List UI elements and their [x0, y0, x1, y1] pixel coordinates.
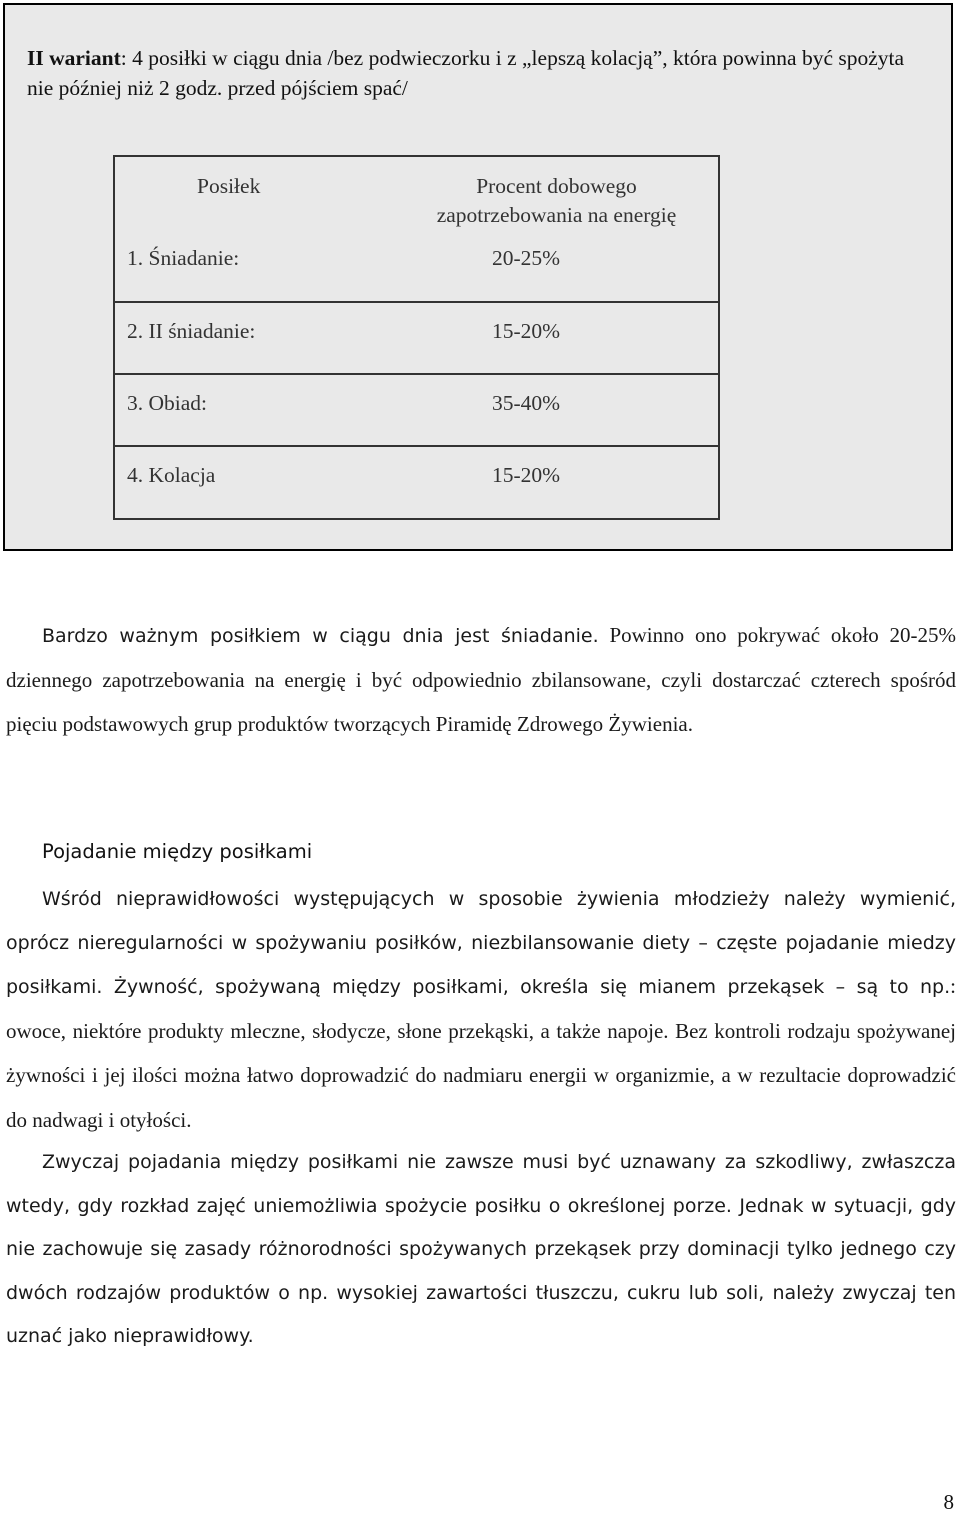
habit-paragraph [6, 1141, 956, 1359]
meal-name: 2. II śniadanie: [127, 319, 256, 343]
snacking-text-b: : owoce, niektóre produkty mleczne, słodycze, słone przekąski, a także napoje. Bez kontroli rodzaju spożywanej żywności i jej ilości można łatwo doprowadzić do nadmiaru energii w organizmie, a w rezultacie doprowadzić do nadwagi i otyłości. [6, 974, 956, 1132]
breakfast-sentence-a: Bardzo ważnym posiłkiem w ciągu dnia jest śniadanie. [42, 625, 599, 647]
table-row [115, 302, 718, 374]
meal-percent: 15-20% [492, 463, 561, 487]
snacking-paragraph [6, 878, 956, 1143]
breakfast-paragraph [6, 614, 956, 748]
habit-text: Zwyczaj pojadania między posiłkami nie zawsze musi być uznawany za szkodliwy, zwłaszcza wtedy, gdy rozkład zajęć uniemożliwia spożycie posiłku o określonej porze. Jednak w sytuacji, gdy nie zachowuje się zasady różnorodności spożywanych przekąsek przy dominacji tylko jednego czy dwóch rodzajów produktów o np. wysokiej zawartości tłuszczu, cukru lub soli, należy zwyczaj ten uznać jako nieprawidłowy. [6, 1151, 956, 1347]
meal-energy-table [115, 157, 718, 518]
header-meal: Posiłek [197, 174, 261, 198]
meal-name: 4. Kolacja [127, 463, 216, 487]
section-heading: Pojadanie między posiłkami [42, 840, 313, 863]
meal-percent: 15-20% [492, 319, 561, 343]
variant-box [3, 3, 953, 551]
header-percent: Procent dobowego zapotrzebowania na energię [436, 174, 677, 227]
table-row [115, 230, 718, 302]
variant-label: II wariant [27, 46, 121, 70]
table-row [115, 374, 718, 446]
meal-percent: 20-25% [492, 246, 561, 270]
meal-name: 1. Śniadanie: [127, 246, 240, 270]
table-header-row [115, 157, 718, 230]
page-number: 8 [943, 1490, 954, 1514]
snacking-text-a: Wśród nieprawidłowości występujących w sposobie żywienia młodzieży należy wymienić, oprócz nieregularności w spożywaniu posiłków, niezbilansowanie diety – częste pojadanie miedzy posiłkami. Żywność, spożywaną między posiłkami, określa się mianem przekąsek – są to np. [6, 888, 956, 998]
breakfast-sentence-b: Powinno ono pokrywać około 20-25% dziennego zapotrzebowania na energię i być odpowiednio zbilansowane, czyli dostarczać czterech spośród pięciu podstawowych grup produktów tworzących Piramidę Zdrowego Żywienia. [6, 623, 956, 736]
variant-description [27, 43, 932, 103]
variant-text: : 4 posiłki w ciągu dnia /bez podwieczorku i z „lepszą kolacją”, która powinna być spożyta nie później niż 2 godz. przed pójściem spać/ [27, 46, 905, 100]
table-row [115, 446, 718, 518]
meal-name: 3. Obiad: [127, 391, 208, 415]
meal-percent: 35-40% [492, 391, 561, 415]
